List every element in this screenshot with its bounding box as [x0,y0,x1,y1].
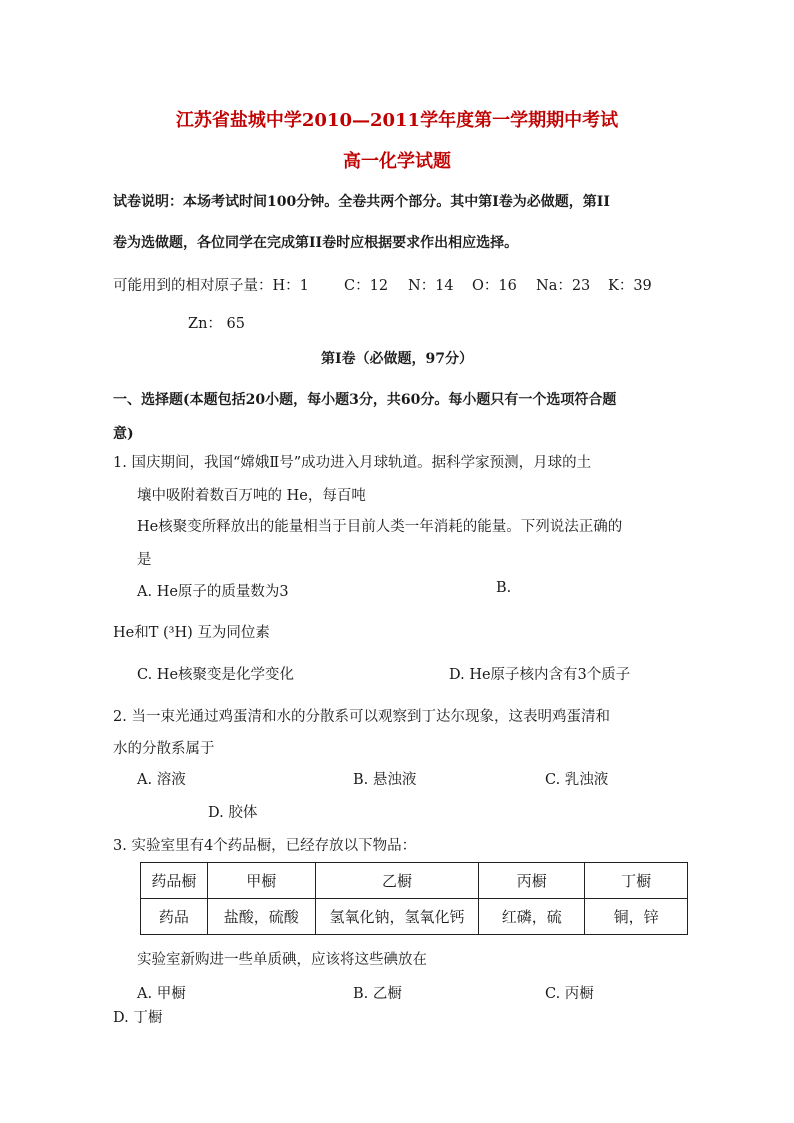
table-cell: 甲橱 [207,863,315,899]
atomic-mass-na: Na：23 [536,278,591,294]
table-cell: 红磷，硫 [479,899,585,935]
section-heading-line-2: 意) [113,426,134,442]
cabinet-table [140,862,688,935]
question-1-line-3: He核聚变所释放出的能量相当于目前人类一年消耗的能量。下列说法正确的 [137,519,623,535]
question-3-line-2: 实验室新购进一些单质碘，应该将这些碘放在 [137,952,427,968]
exam-subtitle: 高一化学试题 [343,151,451,172]
question-1-line-4: 是 [137,552,152,568]
question-2-option-d: D. 胶体 [208,805,258,821]
table-cell: 药品 [141,899,208,935]
question-1-option-b-text: He和T (³H) 互为同位素 [113,625,270,641]
table-cell: 乙橱 [315,863,479,899]
question-2-option-c: C. 乳浊液 [545,772,609,788]
table-cell: 铜，锌 [585,899,688,935]
question-1-line-1: 1. 国庆期间，我国“嫦娥Ⅱ号”成功进入月球轨道。据科学家预测，月球的土 [113,455,592,471]
question-1-line-2: 壤中吸附着数百万吨的 He，每百吨 [137,488,366,504]
atomic-mass-c: C：12 [344,278,389,294]
question-3-line-1: 3. 实验室里有4个药品橱，已经存放以下物品： [113,838,417,854]
instructions-line-2: 卷为选做题，各位同学在完成第II卷时应根据要求作出相应选择。 [113,235,519,251]
instructions-line-1: 试卷说明：本场考试时间100分钟。全卷共两个部分。其中第I卷为必做题，第II [113,194,610,210]
part-one-heading: 第Ⅰ卷（必做题，97分） [320,351,474,367]
question-3-option-d: D. 丁橱 [113,1010,163,1026]
question-1-option-b: B. [496,580,512,596]
atomic-mass-k: K：39 [608,278,652,294]
section-heading-line-1: 一、选择题(本题包括20小题，每小题3分，共60分。每小题只有一个选项符合题 [113,392,617,408]
question-1-option-d: D. He原子核内含有3个质子 [449,667,631,683]
table-cell: 盐酸，硫酸 [207,899,315,935]
table-cell: 药品橱 [141,863,208,899]
atomic-mass-n: N：14 [408,278,454,294]
table-cell: 氢氧化钠，氢氧化钙 [315,899,479,935]
question-1-option-c: C. He核聚变是化学变化 [137,667,295,683]
question-3-option-b: B. 乙橱 [353,986,402,1002]
question-1-option-a: A. He原子的质量数为3 [137,584,289,600]
atomic-mass-o: O：16 [472,278,517,294]
atomic-mass-zn: Zn： 65 [188,316,245,332]
question-3-option-a: A. 甲橱 [137,986,186,1002]
atomic-mass-label: 可能用到的相对原子量：H：1 [113,278,309,294]
question-3-option-c: C. 丙橱 [545,986,594,1002]
question-2-option-b: B. 悬浊液 [353,772,417,788]
question-2-line-2: 水的分散系属于 [113,741,215,757]
question-2-option-a: A. 溶液 [137,772,186,788]
exam-title: 江苏省盐城中学2010—2011学年度第一学期期中考试 [175,110,619,131]
table-cell: 丁橱 [585,863,688,899]
table-cell: 丙橱 [479,863,585,899]
question-2-line-1: 2. 当一束光通过鸡蛋清和水的分散系可以观察到丁达尔现象，这表明鸡蛋清和 [113,709,610,725]
cabinet-table-header-row [141,863,688,899]
cabinet-table-row [141,899,688,935]
